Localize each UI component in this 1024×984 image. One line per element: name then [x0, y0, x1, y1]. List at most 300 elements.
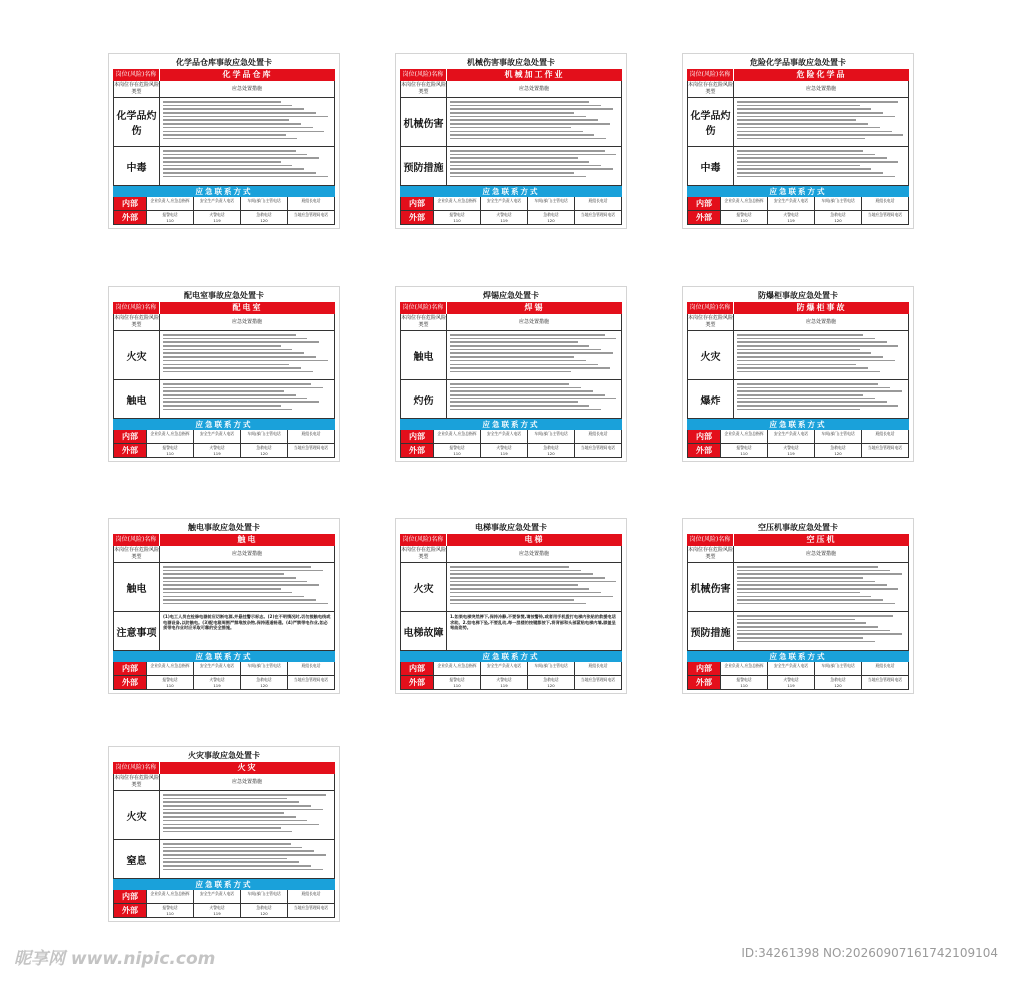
text-line: [450, 119, 598, 121]
text-line: [163, 398, 307, 400]
emergency-card: [108, 746, 340, 922]
measures-label: 应急处置措施: [231, 86, 262, 92]
post-label: 岗位(风险)名称: [687, 534, 734, 546]
text-line: [737, 349, 860, 351]
internal-contacts-row: [113, 890, 335, 904]
contact-number: 120: [834, 218, 842, 223]
text-line: [737, 360, 895, 362]
contact-cell: [287, 197, 334, 210]
emergency-card: [108, 518, 340, 694]
contact-role: 班组长电话: [875, 198, 895, 203]
card-title: 触电事故应急处置卡: [188, 523, 260, 532]
hazard-name: 机械伤害: [401, 98, 447, 146]
procedure-text: [734, 147, 908, 185]
text-line: [163, 341, 319, 343]
contact-role: 火警电话: [496, 212, 512, 217]
contact-cell: [720, 676, 767, 689]
emergency-card: [682, 53, 914, 229]
text-line: [163, 352, 304, 354]
contact-role: 急救电话: [543, 677, 559, 682]
card-title: 化学品仓库事故应急处置卡: [176, 58, 272, 67]
text-line: [163, 387, 323, 389]
hazard-name: 化学品灼伤: [114, 98, 160, 146]
post-name: 空压机: [806, 535, 837, 544]
internal-label: 内部: [114, 197, 146, 210]
post-name: 触电: [237, 535, 258, 544]
text-line: [163, 401, 319, 403]
external-contacts-row: [113, 211, 335, 225]
contact-role: 企业负责人,应急总指挥: [150, 431, 190, 436]
contact-cell: [287, 211, 334, 224]
text-line: [163, 334, 296, 336]
text-line: [450, 105, 601, 107]
hazard-row-1: [687, 331, 909, 380]
risk-type-row: [400, 546, 622, 563]
contact-role: 安全生产负责人电话: [199, 891, 235, 896]
contact-cell: [433, 676, 480, 689]
hazard-name: 电梯故障: [401, 612, 447, 650]
text-line: [737, 615, 893, 617]
procedure-text: [734, 331, 908, 379]
contact-cell: [287, 904, 334, 917]
risk-type-label: 本岗位存在危险风险类型: [401, 82, 447, 95]
text-line: [163, 105, 292, 107]
post-row: [400, 534, 622, 546]
emergency-card: [108, 53, 340, 229]
text-line: [163, 603, 328, 605]
text-line: [450, 584, 578, 586]
post-row: [113, 762, 335, 774]
text-line: [163, 405, 281, 407]
contact-number: 120: [260, 911, 268, 916]
contact-role: 当地应急管理局电话: [867, 212, 903, 217]
hazard-name: 中毒: [688, 147, 734, 185]
card-title: 机械伤害事故应急处置卡: [467, 58, 555, 67]
text-line: [450, 341, 578, 343]
hazard-name: 火灾: [688, 331, 734, 379]
hazard-name: 触电: [401, 331, 447, 379]
post-name: 火灾: [237, 763, 258, 772]
contact-cell: [240, 211, 287, 224]
contact-cell: [287, 676, 334, 689]
text-line: [163, 584, 319, 586]
internal-contacts-row: [687, 662, 909, 676]
contact-role: 急救电话: [256, 445, 272, 450]
emergency-card: [108, 286, 340, 462]
external-label: 外部: [114, 211, 146, 224]
contact-role: 企业负责人,应急总指挥: [437, 431, 477, 436]
text-line: [450, 349, 601, 351]
hazard-row-2: [687, 612, 909, 651]
procedure-text: [160, 331, 334, 379]
contact-cell: [146, 662, 193, 675]
risk-type-row: [113, 81, 335, 98]
contact-cell: [146, 676, 193, 689]
contact-header: 应急联系方式: [113, 186, 335, 197]
contact-role: 报警电话: [162, 677, 178, 682]
text-line: [163, 138, 297, 140]
contact-cell: [433, 197, 480, 210]
text-line: [737, 131, 892, 133]
contact-header: 应急联系方式: [400, 186, 622, 197]
hazard-name: 火灾: [114, 331, 160, 379]
hazard-name: 火灾: [401, 563, 447, 611]
contact-cell: [146, 211, 193, 224]
hazard-name: 预防措施: [401, 147, 447, 185]
contact-cell: [814, 662, 861, 675]
text-line: [450, 356, 574, 358]
contact-cell: [433, 430, 480, 443]
contact-role: 车间(部门)主管电话: [247, 891, 281, 896]
post-name: 配电室: [232, 303, 263, 312]
contact-number: 119: [213, 451, 221, 456]
text-line: [737, 566, 878, 568]
risk-type-row: [400, 81, 622, 98]
contact-role: 车间(部门)主管电话: [247, 663, 281, 668]
risk-type-label: 本岗位存在危险风险类型: [401, 547, 447, 560]
contact-role: 企业负责人,应急总指挥: [150, 198, 190, 203]
post-label: 岗位(风险)名称: [400, 302, 447, 314]
contact-role: 班组长电话: [875, 663, 895, 668]
hazard-row-2: [687, 380, 909, 419]
internal-label: 内部: [114, 890, 146, 903]
text-line: [450, 577, 605, 579]
post-name: 焊锡: [524, 303, 545, 312]
contact-header: 应急联系方式: [400, 419, 622, 430]
post-name: 危险化学品: [796, 70, 847, 79]
procedure-text: [447, 98, 621, 146]
contact-cell: [574, 197, 621, 210]
contact-number: 119: [787, 218, 795, 223]
text-line: [737, 123, 868, 125]
hazard-name: 化学品灼伤: [688, 98, 734, 146]
contact-cell: [767, 211, 814, 224]
contact-role: 报警电话: [449, 212, 465, 217]
contact-role: 火警电话: [209, 445, 225, 450]
text-line: [450, 172, 574, 174]
contact-header: 应急联系方式: [687, 186, 909, 197]
text-line: [737, 409, 860, 411]
text-line: [163, 850, 314, 852]
text-line: [737, 345, 898, 347]
contact-role: 企业负责人,应急总指挥: [437, 198, 477, 203]
text-line: [163, 798, 287, 800]
risk-type-label: 本岗位存在危险风险类型: [114, 547, 160, 560]
contact-cell: [574, 211, 621, 224]
text-line: [737, 116, 895, 118]
text-line: [737, 154, 875, 156]
text-line: [450, 398, 616, 400]
contact-number: 119: [787, 683, 795, 688]
contact-number: 110: [453, 683, 461, 688]
hazard-row-2: [687, 147, 909, 186]
external-label: 外部: [114, 444, 146, 457]
text-line: [450, 338, 616, 340]
contact-role: 火警电话: [209, 905, 225, 910]
contact-role: 当地应急管理局电话: [293, 905, 329, 910]
text-line: [163, 123, 301, 125]
text-line: [737, 338, 875, 340]
internal-label: 内部: [114, 430, 146, 443]
internal-contacts-row: [400, 430, 622, 444]
text-line: [163, 588, 281, 590]
hazard-row-1: [687, 98, 909, 147]
contact-number: 120: [260, 451, 268, 456]
text-line: [163, 371, 313, 373]
contact-cell: [814, 676, 861, 689]
text-line: [163, 101, 281, 103]
hazard-name: 触电: [114, 380, 160, 418]
text-line: [163, 809, 323, 811]
contact-cell: [287, 890, 334, 903]
contact-number: 120: [834, 683, 842, 688]
contact-number: 110: [453, 451, 461, 456]
text-line: [737, 138, 865, 140]
text-line: [737, 119, 856, 121]
hazard-name: 机械伤害: [688, 563, 734, 611]
contact-role: 安全生产负责人电话: [199, 663, 235, 668]
card-title: 防爆柜事故应急处置卡: [758, 291, 838, 300]
contact-number: 110: [166, 218, 174, 223]
hazard-row-2: [400, 612, 622, 651]
contact-header: 应急联系方式: [687, 651, 909, 662]
text-line: [450, 371, 571, 373]
contact-header: 应急联系方式: [113, 419, 335, 430]
text-line: [737, 599, 883, 601]
text-line: [450, 596, 613, 598]
text-line: [450, 394, 605, 396]
text-line: [163, 356, 316, 358]
text-line: [737, 176, 895, 178]
contact-cell: [574, 444, 621, 457]
contact-number: 110: [740, 683, 748, 688]
contact-role: 班组长电话: [588, 431, 608, 436]
contact-cell: [146, 197, 193, 210]
internal-contacts-row: [113, 197, 335, 211]
text-line: [450, 154, 616, 156]
post-label: 岗位(风险)名称: [400, 534, 447, 546]
contact-role: 当地应急管理局电话: [580, 677, 616, 682]
internal-label: 内部: [114, 662, 146, 675]
contact-number: 120: [260, 218, 268, 223]
contact-role: 安全生产负责人电话: [199, 198, 235, 203]
hazard-row-1: [113, 98, 335, 147]
post-label: 岗位(风险)名称: [113, 69, 160, 81]
post-label: 岗位(风险)名称: [113, 302, 160, 314]
contact-cell: [193, 211, 240, 224]
text-line: [737, 334, 863, 336]
contact-role: 当地应急管理局电话: [293, 445, 329, 450]
text-line: [163, 390, 284, 392]
procedure-text: [447, 563, 621, 611]
text-line: [450, 603, 586, 605]
text-line: [163, 592, 292, 594]
measures-label: 应急处置措施: [805, 319, 836, 325]
contact-role: 报警电话: [162, 212, 178, 217]
text-line: [163, 869, 323, 871]
contact-cell: [240, 676, 287, 689]
hazard-name: 窒息: [114, 840, 160, 878]
contact-role: 急救电话: [256, 677, 272, 682]
contact-role: 报警电话: [736, 445, 752, 450]
contact-cell: [767, 444, 814, 457]
text-line: [163, 119, 289, 121]
text-line: [450, 334, 605, 336]
contact-role: 当地应急管理局电话: [580, 445, 616, 450]
contact-number: 110: [453, 218, 461, 223]
text-line: [163, 172, 316, 174]
contact-role: 车间(部门)主管电话: [534, 431, 568, 436]
text-line: [163, 116, 328, 118]
post-name: 电梯: [524, 535, 545, 544]
contact-cell: [861, 197, 908, 210]
contact-role: 报警电话: [162, 445, 178, 450]
text-line: [737, 367, 868, 369]
contact-header: 应急联系方式: [400, 651, 622, 662]
text-line: [163, 364, 289, 366]
hazard-row-2: [113, 840, 335, 879]
external-contacts-row: [687, 676, 909, 690]
contact-cell: [193, 444, 240, 457]
text-line: [737, 630, 890, 632]
external-label: 外部: [688, 211, 720, 224]
hazard-row-2: [113, 147, 335, 186]
contact-cell: [146, 430, 193, 443]
watermark-id: ID:34261398 NO:20260907161742109104: [741, 946, 998, 960]
contact-role: 报警电话: [449, 677, 465, 682]
procedure-text: [160, 147, 334, 185]
post-row: [687, 534, 909, 546]
text-line: [450, 566, 569, 568]
contact-role: 火警电话: [783, 677, 799, 682]
contact-role: 急救电话: [830, 445, 846, 450]
text-line: [737, 592, 860, 594]
text-line: [450, 592, 601, 594]
contact-role: 车间(部门)主管电话: [247, 198, 281, 203]
contact-role: 班组长电话: [301, 891, 321, 896]
contact-role: 车间(部门)主管电话: [821, 663, 855, 668]
emergency-card: [682, 518, 914, 694]
contact-cell: [527, 197, 574, 210]
procedure-text: [160, 98, 334, 146]
contact-role: 报警电话: [449, 445, 465, 450]
text-line: [163, 176, 328, 178]
contact-role: 当地应急管理局电话: [867, 445, 903, 450]
post-row: [687, 69, 909, 81]
procedure-text: [734, 98, 908, 146]
card-title: 危险化学品事故应急处置卡: [750, 58, 846, 67]
text-line: [163, 112, 316, 114]
contact-cell: [480, 197, 527, 210]
external-contacts-row: [113, 676, 335, 690]
text-line: [737, 364, 856, 366]
text-line: [450, 150, 605, 152]
text-line: [450, 401, 578, 403]
contact-role: 当地应急管理局电话: [293, 677, 329, 682]
text-line: [737, 588, 898, 590]
contact-cell: [287, 662, 334, 675]
contact-number: 120: [547, 451, 555, 456]
contact-cell: [767, 430, 814, 443]
emergency-card: [682, 286, 914, 462]
hazard-name: 注意事项: [114, 612, 160, 650]
external-contacts-row: [113, 904, 335, 918]
contact-number: 110: [740, 451, 748, 456]
text-line: [163, 858, 287, 860]
text-line: [163, 360, 328, 362]
contact-cell: [480, 662, 527, 675]
contact-role: 火警电话: [496, 445, 512, 450]
contact-number: 110: [166, 683, 174, 688]
contact-cell: [861, 211, 908, 224]
text-line: [737, 401, 887, 403]
post-label: 岗位(风险)名称: [687, 69, 734, 81]
internal-label: 内部: [688, 197, 720, 210]
emergency-card: [395, 518, 627, 694]
text-line: [737, 622, 866, 624]
contact-cell: [861, 444, 908, 457]
text-line: [737, 134, 903, 136]
contact-cell: [861, 430, 908, 443]
text-line: [163, 566, 311, 568]
contact-cell: [480, 676, 527, 689]
measures-label: 应急处置措施: [231, 319, 262, 325]
text-line: [163, 847, 302, 849]
emergency-card: [395, 53, 627, 229]
risk-type-row: [113, 314, 335, 331]
procedure-text: [447, 331, 621, 379]
contact-cell: [527, 444, 574, 457]
hazard-row-2: [113, 612, 335, 651]
text-line: [737, 341, 887, 343]
text-line: [737, 626, 878, 628]
contact-role: 急救电话: [256, 212, 272, 217]
text-line: [450, 123, 610, 125]
contact-number: 120: [260, 683, 268, 688]
text-line: [163, 581, 307, 583]
contact-role: 车间(部门)主管电话: [534, 663, 568, 668]
hazard-row-1: [113, 791, 335, 840]
text-line: [163, 154, 307, 156]
contact-role: 安全生产负责人电话: [773, 198, 809, 203]
contact-role: 报警电话: [162, 905, 178, 910]
post-row: [687, 302, 909, 314]
contact-number: 110: [166, 451, 174, 456]
text-line: [163, 161, 281, 163]
text-line: [450, 157, 578, 159]
contact-cell: [433, 662, 480, 675]
text-line: [163, 861, 299, 863]
post-label: 岗位(风险)名称: [113, 534, 160, 546]
risk-type-row: [400, 314, 622, 331]
hazard-name: 预防措施: [688, 612, 734, 650]
contact-cell: [480, 430, 527, 443]
contact-number: 119: [500, 218, 508, 223]
text-line: [737, 157, 887, 159]
text-line: [163, 577, 296, 579]
text-line: [737, 371, 880, 373]
contact-cell: [814, 444, 861, 457]
risk-type-row: [113, 546, 335, 563]
contact-cell: [146, 444, 193, 457]
contact-role: 急救电话: [830, 677, 846, 682]
contact-number: 110: [740, 218, 748, 223]
procedure-text: [447, 380, 621, 418]
contact-role: 车间(部门)主管电话: [534, 198, 568, 203]
contact-role: 企业负责人,应急总指挥: [150, 891, 190, 896]
contact-cell: [193, 676, 240, 689]
post-row: [113, 534, 335, 546]
